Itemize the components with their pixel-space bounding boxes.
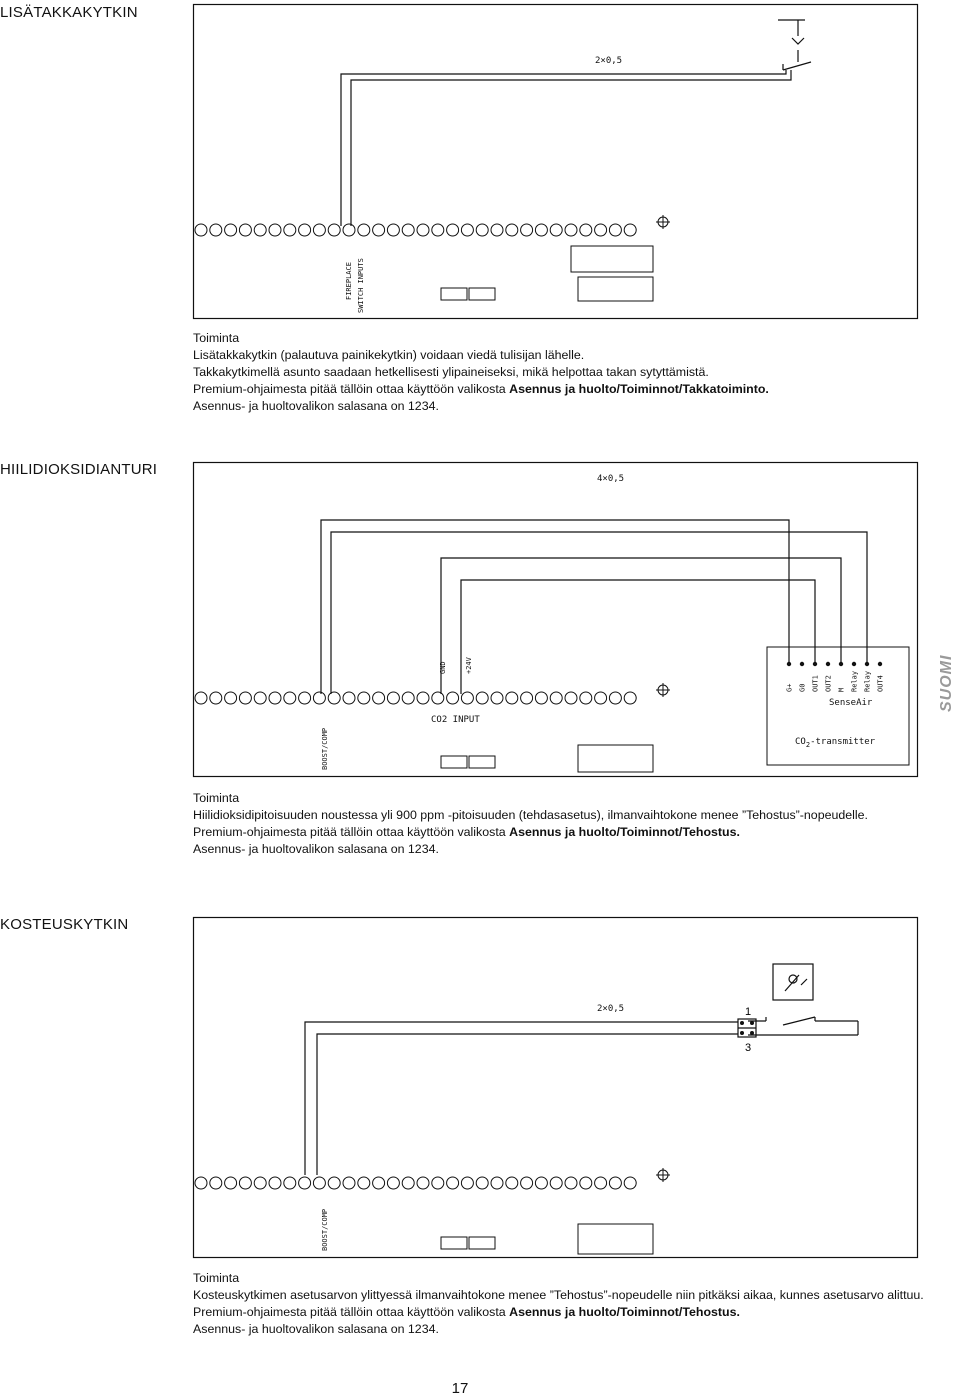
terminal-screw	[491, 224, 503, 236]
terminal-screw	[210, 224, 222, 236]
terminal-screw	[358, 692, 370, 704]
transmitter-terminal-label: G+	[785, 683, 794, 692]
cable-label: 4×0,5	[597, 474, 625, 484]
terminal-screw	[447, 692, 459, 704]
terminal-screw	[461, 692, 473, 704]
24v-label: +24V	[465, 657, 473, 674]
terminal-screw	[609, 224, 621, 236]
text-line: Takkakytkimellä asunto saadaan hetkellisesti ylipaineiseksi, mikä helpottaa takan sytyttämistä.	[193, 365, 709, 379]
section-title-humidity: KOSTEUSKYTKIN	[0, 916, 129, 933]
terminal-screw	[239, 692, 251, 704]
transmitter-terminal-label: Relay	[850, 670, 859, 692]
text-line: Lisätakkakytkin (palautuva painikekytkin) voidaan viedä tulisijan lähelle.	[193, 348, 585, 362]
text-line: Premium-ohjaimesta pitää tällöin ottaa käyttöön valikosta Asennus ja huolto/Toiminnot/Tehostus.	[193, 1305, 740, 1319]
terminal-screw	[535, 224, 547, 236]
humidity-wiring-diagram	[193, 917, 919, 1262]
humidity-description	[193, 1270, 924, 1338]
terminal-screw	[299, 692, 311, 704]
terminal-screw	[269, 692, 281, 704]
terminal-screw	[195, 1177, 207, 1189]
page-number: 17	[451, 1380, 469, 1397]
section-title-fireplace: LISÄTAKKAKYTKIN	[0, 4, 138, 21]
terminal-screw	[624, 692, 636, 704]
transmitter-terminal-label: Relay	[863, 670, 872, 692]
menu-path: Asennus ja huolto/Toiminnot/Tehostus.	[509, 1305, 740, 1319]
terminal-screw	[254, 692, 266, 704]
transmitter-terminal-label: M	[837, 687, 846, 692]
terminal-screw	[313, 692, 325, 704]
fireplace-wiring-diagram	[193, 4, 919, 322]
terminal-row	[195, 1177, 636, 1189]
terminal-screw	[609, 692, 621, 704]
menu-path: Asennus ja huolto/Toiminnot/Tehostus.	[509, 825, 740, 839]
terminal-screw	[254, 224, 266, 236]
terminal-screw	[595, 1177, 607, 1189]
terminal-screw	[328, 692, 340, 704]
text-heading: Toiminta	[193, 791, 240, 805]
terminal-screw	[284, 692, 296, 704]
terminal-screw	[402, 692, 414, 704]
terminal-screw	[609, 1177, 621, 1189]
transmitter-terminal	[839, 662, 843, 666]
transmitter-terminal-label: G0	[798, 683, 807, 692]
terminal-screw	[521, 224, 533, 236]
terminal-screw	[521, 692, 533, 704]
terminal-screw	[535, 1177, 547, 1189]
terminal-screw	[417, 1177, 429, 1189]
terminal-3-label: 3	[745, 1042, 752, 1054]
terminal-screw	[358, 224, 370, 236]
transmitter-terminals	[786, 662, 885, 692]
terminal-screw	[343, 692, 355, 704]
switch-inputs-label: SWITCH INPUTS	[357, 258, 365, 313]
terminal-screw	[313, 1177, 325, 1189]
terminal-screw	[210, 692, 222, 704]
terminal-screw	[373, 224, 385, 236]
terminal-screw	[550, 1177, 562, 1189]
terminal-screw	[565, 1177, 577, 1189]
transmitter-terminal-label: OUT4	[876, 675, 885, 692]
terminal-screw	[535, 692, 547, 704]
boost-comp-label: BOOST/COMP	[321, 1208, 329, 1251]
text-heading: Toiminta	[193, 1271, 240, 1285]
co2-wiring-diagram	[193, 462, 919, 782]
terminal-screw	[387, 224, 399, 236]
text-line: Kosteuskytkimen asetusarvon ylittyessä ilmanvaihtokone menee ”Tehostus”-nopeudelle niin pitkäksi aikaa, kunnes asetusarvo alittuu.	[193, 1288, 924, 1302]
terminal-screw	[225, 224, 237, 236]
text-line: Asennus- ja huoltovalikon salasana on 1234.	[193, 1322, 439, 1336]
terminal-screw	[328, 1177, 340, 1189]
terminal-screw	[447, 224, 459, 236]
terminal-screw	[624, 224, 636, 236]
terminal-1-label: 1	[745, 1006, 752, 1018]
text-line: Premium-ohjaimesta pitää tällöin ottaa käyttöön valikosta Asennus ja huolto/Toiminnot/Tehostus.	[193, 825, 740, 839]
terminal-screw	[476, 1177, 488, 1189]
terminal-screw	[550, 224, 562, 236]
transmitter-terminal	[787, 662, 791, 666]
terminal-screw	[254, 1177, 266, 1189]
transmitter-terminal	[878, 662, 882, 666]
terminal-screw	[461, 1177, 473, 1189]
terminal-screw	[343, 1177, 355, 1189]
terminal-screw	[402, 1177, 414, 1189]
terminal-screw	[269, 224, 281, 236]
gnd-label: GND	[439, 661, 447, 674]
transmitter-terminal	[865, 662, 869, 666]
transmitter-terminal	[813, 662, 817, 666]
terminal-screw	[195, 224, 207, 236]
terminal-screw	[387, 1177, 399, 1189]
transmitter-terminal	[826, 662, 830, 666]
terminal-screw	[373, 1177, 385, 1189]
terminal-screw	[565, 692, 577, 704]
menu-path: Asennus ja huolto/Toiminnot/Takkatoiminto.	[509, 382, 769, 396]
text-line: Asennus- ja huoltovalikon salasana on 1234.	[193, 842, 439, 856]
text-line: Asennus- ja huoltovalikon salasana on 1234.	[193, 399, 439, 413]
side-tab-label: SUOMI	[938, 654, 955, 712]
terminal-screw	[195, 692, 207, 704]
terminal-screw	[491, 692, 503, 704]
co2-description	[193, 790, 868, 858]
terminal-screw	[580, 692, 592, 704]
terminal-screw	[565, 224, 577, 236]
terminal-screw	[447, 1177, 459, 1189]
terminal-screw	[239, 1177, 251, 1189]
cable-label: 2×0,5	[595, 56, 623, 66]
fireplace-description	[193, 330, 769, 415]
terminal-screw	[417, 224, 429, 236]
section-title-co2: HIILIDIOKSIDIANTURI	[0, 461, 158, 478]
terminal-screw	[358, 1177, 370, 1189]
terminal-screw	[387, 692, 399, 704]
terminal-screw	[299, 1177, 311, 1189]
terminal-screw	[284, 1177, 296, 1189]
terminal-screw	[225, 692, 237, 704]
terminal-screw	[595, 224, 607, 236]
terminal-screw	[417, 692, 429, 704]
terminal-screw	[225, 1177, 237, 1189]
transmitter-terminal-label: OUT1	[811, 675, 820, 692]
co2-input-label: CO2 INPUT	[431, 715, 480, 725]
terminal-screw	[476, 692, 488, 704]
terminal-screw	[550, 692, 562, 704]
terminal-screw	[432, 224, 444, 236]
terminal-screw	[506, 1177, 518, 1189]
terminal-screw	[491, 1177, 503, 1189]
terminal-screw	[328, 224, 340, 236]
transmitter-terminal-label: OUT2	[824, 675, 833, 692]
terminal-screw	[269, 1177, 281, 1189]
terminal-screw	[284, 224, 296, 236]
terminal-screw	[313, 224, 325, 236]
cable-label: 2×0,5	[597, 1004, 625, 1014]
terminal-screw	[432, 1177, 444, 1189]
terminal-screw	[595, 692, 607, 704]
terminal-screw	[521, 1177, 533, 1189]
terminal-screw	[624, 1177, 636, 1189]
fireplace-label: FIREPLACE	[345, 262, 353, 300]
terminal-row	[195, 692, 636, 704]
terminal-screw	[580, 224, 592, 236]
language-side-tab	[934, 650, 956, 714]
terminal-screw	[506, 224, 518, 236]
terminal-row	[195, 224, 636, 236]
text-heading: Toiminta	[193, 331, 240, 345]
terminal-screw	[210, 1177, 222, 1189]
terminal-screw	[476, 224, 488, 236]
terminal-screw	[239, 224, 251, 236]
terminal-screw	[432, 692, 444, 704]
terminal-screw	[461, 224, 473, 236]
terminal-screw	[580, 1177, 592, 1189]
transmitter-terminal	[852, 662, 856, 666]
senseair-label: SenseAir	[829, 698, 873, 708]
terminal-screw	[402, 224, 414, 236]
terminal-screw	[373, 692, 385, 704]
terminal-screw	[343, 224, 355, 236]
terminal-screw	[299, 224, 311, 236]
terminal-screw	[506, 692, 518, 704]
text-line: Hiilidioksidipitoisuuden noustessa yli 900 ppm -pitoisuuden (tehdasasetus), ilmanvaihtokone menee ”Tehostus”-nopeudelle.	[193, 808, 868, 822]
boost-comp-label: BOOST/COMP	[321, 727, 329, 770]
text-line: Premium-ohjaimesta pitää tällöin ottaa käyttöön valikosta Asennus ja huolto/Toiminnot/Takkatoiminto.	[193, 382, 769, 396]
transmitter-label: $CO_2$-transmitter	[795, 737, 876, 749]
transmitter-terminal	[800, 662, 804, 666]
